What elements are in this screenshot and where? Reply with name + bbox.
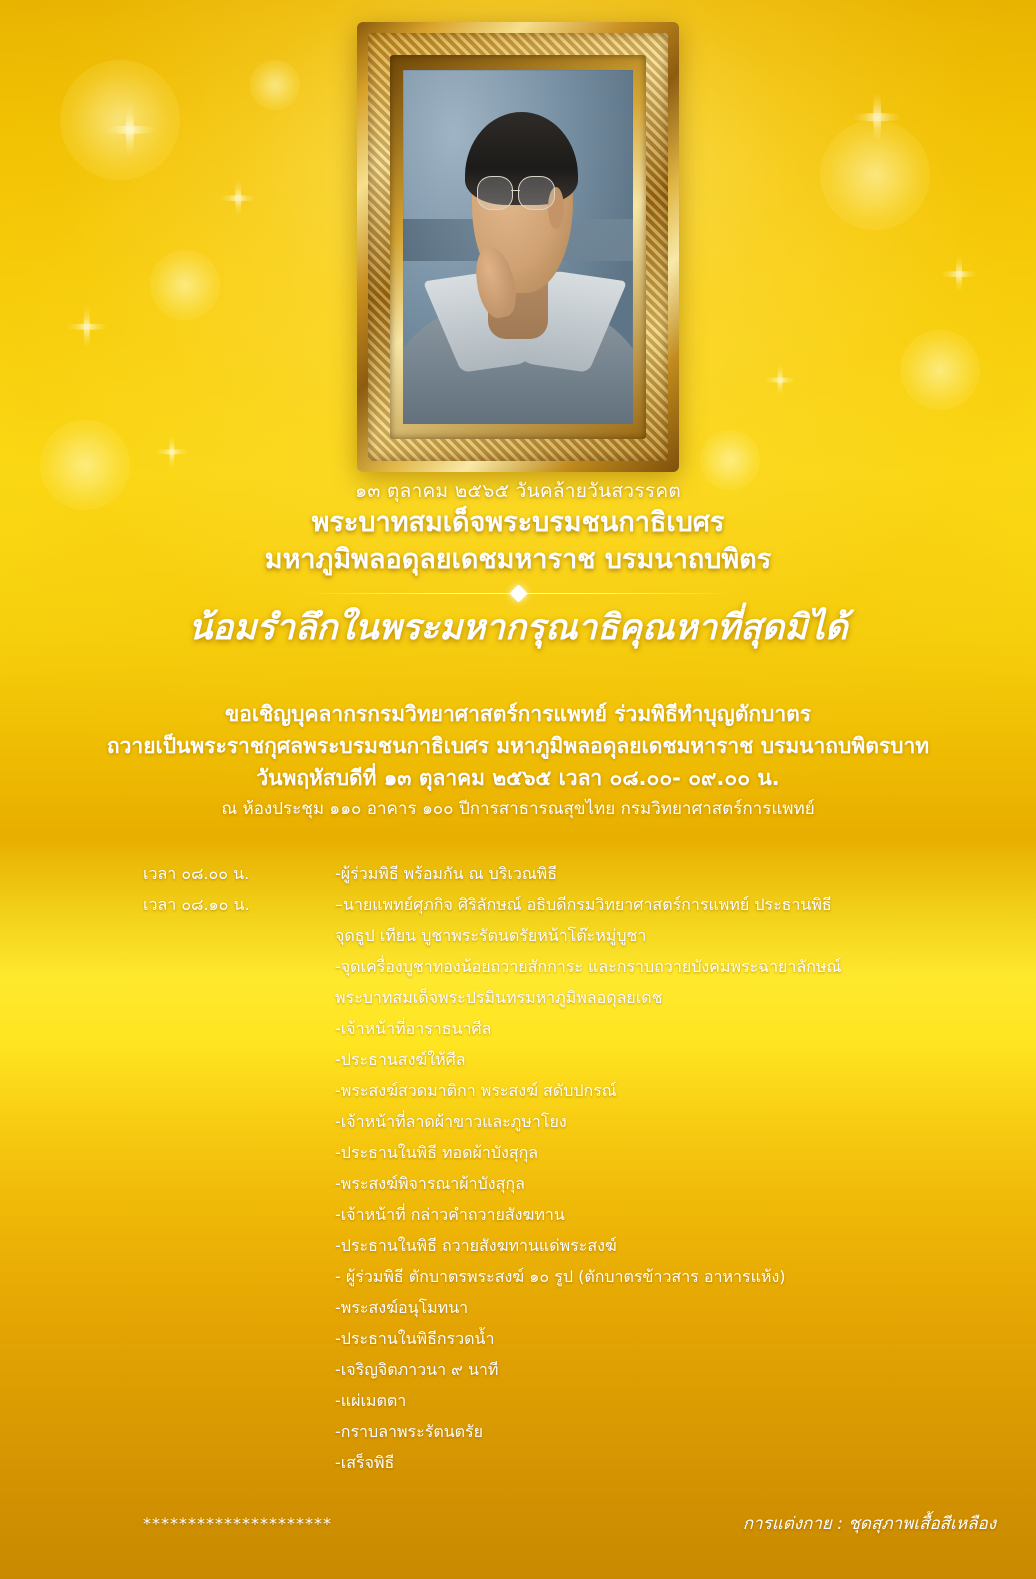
schedule-text: -เจ้าหน้าที่ลาดผ้าขาวและภูษาโยง — [335, 1112, 567, 1131]
schedule-row — [143, 1323, 996, 1354]
schedule-row — [143, 858, 996, 889]
schedule-row — [143, 1013, 996, 1044]
schedule-row — [143, 889, 996, 920]
memorial-date-line: ๑๓ ตุลาคม ๒๕๖๕ วันคล้ายวันสวรรคต — [355, 480, 681, 502]
schedule-time: เวลา ๐๘.๐๐ น. — [143, 864, 250, 883]
schedule-row — [143, 1106, 996, 1137]
schedule-text: -เจ้าหน้าที่อาราธนาศีล — [335, 1019, 492, 1038]
invitation-line-2: ถวายเป็นพระราชกุศลพระบรมชนกาธิเบศร มหาภูมิพลอดุลยเดชมหาราช บรมนาถบพิตรบาท — [106, 734, 930, 758]
venue-line: ณ ห้องประชุม ๑๑๐ อาคาร ๑๐๐ ปีการสาธารณสุขไทย กรมวิทยาศาสตร์การแพทย์ — [221, 799, 815, 819]
schedule-row — [143, 1354, 996, 1385]
schedule-time: เวลา ๐๘.๑๐ น. — [143, 895, 250, 914]
schedule-row — [143, 1385, 996, 1416]
schedule-text: -ประธานในพิธีกรวดน้ำ — [335, 1329, 495, 1348]
dress-code-note: การแต่งกาย : ชุดสุภาพเสื้อสีเหลือง — [742, 1514, 996, 1534]
schedule-row — [143, 1044, 996, 1075]
schedule-text: -ประธานในพิธี ทอดผ้าบังสุกุล — [335, 1143, 539, 1162]
divider-diamond-icon — [509, 584, 527, 602]
sparkle-decoration — [845, 85, 909, 149]
invitation-line-3: วันพฤหัสบดีที่ ๑๓ ตุลาคม ๒๕๖๕ เวลา ๐๘.๐๐- ๐๙.๐๐ น. — [256, 766, 780, 790]
schedule-row — [143, 951, 996, 982]
bokeh-decoration — [150, 250, 220, 320]
sparkle-decoration — [760, 360, 800, 400]
schedule-text: -แผ่เมตตา — [335, 1391, 407, 1410]
schedule-text: -เสร็จพิธี — [335, 1453, 395, 1472]
tribute-text: น้อมรำลึกในพระมหากรุณาธิคุณหาที่สุดมิได้ — [188, 608, 848, 648]
schedule-row — [143, 982, 996, 1013]
schedule-row — [143, 920, 996, 951]
ornament-divider — [303, 586, 733, 600]
schedule-row — [143, 1137, 996, 1168]
schedule-text: –นายแพทย์ศุภกิจ ศิริลักษณ์ อธิบดีกรมวิทยาศาสตร์การแพทย์ ประธานพิธี — [335, 895, 832, 914]
schedule-row — [143, 1230, 996, 1261]
invitation-line-1: ขอเชิญบุคลากรกรมวิทยาศาสตร์การแพทย์ ร่วมพิธีทำบุญตักบาตร — [224, 702, 812, 726]
bokeh-decoration — [60, 60, 180, 180]
portrait-frame — [357, 22, 679, 472]
schedule-text: พระบาทสมเด็จพระปรมินทรมหาภูมิพลอดุลยเดช — [335, 988, 663, 1007]
bokeh-decoration — [900, 330, 980, 410]
glasses-icon — [477, 176, 555, 208]
schedule-text: - ผู้ร่วมพิธี ตักบาตรพระสงฆ์ ๑๐ รูป (ตักบาตรข้าวสาร อาหารแห้ง) — [335, 1267, 786, 1286]
schedule-text: -ประธานในพิธี ถวายสังฆทานแด่พระสงฆ์ — [335, 1236, 617, 1255]
glasses-lens-left — [477, 176, 513, 210]
schedule-text: -กราบลาพระรัตนตรัย — [335, 1422, 483, 1441]
sparkle-decoration — [935, 250, 983, 298]
schedule-list — [143, 858, 996, 1478]
schedule-text: -ประธานสงฆ์ให้ศีล — [335, 1050, 466, 1069]
schedule-text: -พระสงฆ์อนุโมทนา — [335, 1298, 469, 1317]
footer-block — [143, 1510, 996, 1537]
sparkle-decoration — [150, 430, 194, 474]
schedule-row — [143, 1416, 996, 1447]
schedule-text: -เจริญจิตภาวนา ๙ นาที — [335, 1360, 499, 1379]
schedule-text: -จุดเครื่องบูชาทองน้อยถวายสักการะ และกราบถวายบังคมพระฉายาลักษณ์ — [335, 957, 842, 976]
bokeh-decoration — [250, 60, 300, 110]
bokeh-decoration — [820, 120, 930, 230]
schedule-text: -ผู้ร่วมพิธี พร้อมกัน ณ บริเวณพิธี — [335, 864, 557, 883]
invitation-block — [0, 698, 1036, 824]
glasses-bridge — [511, 190, 520, 192]
king-portrait-image — [403, 70, 633, 424]
schedule-text: -พระสงฆ์พิจารณาผ้าบังสุกุล — [335, 1174, 525, 1193]
king-name-line-1: พระบาทสมเด็จพระบรมชนกาธิเบศร — [311, 507, 725, 538]
schedule-row — [143, 1447, 996, 1478]
footer-separator: ********************* — [143, 1514, 332, 1533]
schedule-row — [143, 1075, 996, 1106]
schedule-row — [143, 1168, 996, 1199]
sparkle-decoration — [60, 300, 114, 354]
schedule-row — [143, 1199, 996, 1230]
sparkle-decoration — [215, 175, 261, 221]
glasses-lens-right — [518, 176, 554, 210]
schedule-row — [143, 1261, 996, 1292]
sparkle-decoration — [95, 95, 165, 165]
schedule-row — [143, 1292, 996, 1323]
schedule-text: จุดธูป เทียน บูชาพระรัตนตรัยหน้าโต๊ะหมู่บูชา — [335, 926, 647, 945]
king-name-line-2: มหาภูมิพลอดุลยเดชมหาราช บรมนาถบพิตร — [264, 544, 772, 575]
schedule-text: -เจ้าหน้าที่ กล่าวคำถวายสังฆทาน — [335, 1205, 565, 1224]
schedule-text: -พระสงฆ์สวดมาติกา พระสงฆ์ สดับปกรณ์ — [335, 1081, 617, 1100]
headline-block — [0, 478, 1036, 654]
